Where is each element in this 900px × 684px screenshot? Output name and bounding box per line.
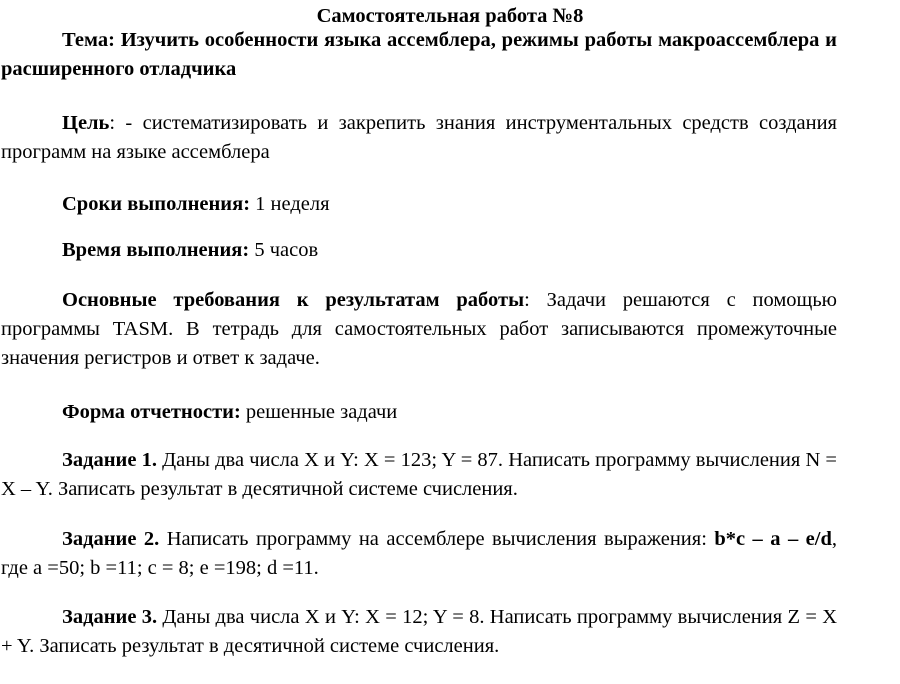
report-text: решенные задачи (240, 401, 398, 423)
goal-paragraph (1, 109, 837, 167)
task2-formula: b*c – a – e/d (714, 528, 832, 550)
goal-label: Цель (62, 112, 110, 134)
task2-values: , где a =50; b =11; c = 8; e =198; d =11. (1, 528, 837, 579)
requirements-label: Основные требования к результатам работы (62, 289, 525, 311)
goal-text: : - систематизировать и закрепить знания инструментальных средств создания программ на языке ассемблера (1, 112, 837, 163)
task2-label: Задание 2. (62, 528, 160, 550)
deadline-label: Сроки выполнения: (62, 193, 251, 215)
requirements-paragraph (1, 286, 837, 373)
topic-paragraph (1, 26, 837, 84)
topic-text: Изучить особенности языка ассемблера, режимы работы макроассемблера и расширенного отладчика (1, 29, 837, 80)
report-paragraph (1, 398, 837, 427)
time-text: 5 часов (249, 239, 319, 261)
time-paragraph (1, 236, 837, 265)
task3-label: Задание 3. (62, 606, 158, 628)
document-title: Самостоятельная работа №8 (316, 5, 584, 27)
requirements-text: : Задачи решаются с помощью программы TASM. В тетрадь для самостоятельных работ записываются промежуточные значения регистров и ответ к задаче. (1, 289, 837, 369)
task3-paragraph (1, 603, 837, 661)
task2-text: Написать программу на ассемблере вычисления выражения: (159, 528, 715, 550)
task1-label: Задание 1. (62, 449, 157, 471)
deadline-text: 1 неделя (250, 193, 330, 215)
task2-paragraph (1, 525, 837, 583)
task1-text: Даны два числа X и Y: X = 123; Y = 87. Написать программу вычисления N = X – Y. Записать результат в десятичной системе счисления. (1, 449, 837, 500)
topic-label: Тема: (62, 29, 115, 51)
report-label: Форма отчетности: (62, 401, 241, 423)
deadline-paragraph (1, 190, 837, 219)
task3-text: Даны два числа X и Y: X = 12; Y = 8. Написать программу вычисления Z = X + Y. Записать результат в десятичной системе счисления. (1, 606, 837, 657)
time-label: Время выполнения: (62, 239, 250, 261)
task1-paragraph (1, 446, 837, 504)
